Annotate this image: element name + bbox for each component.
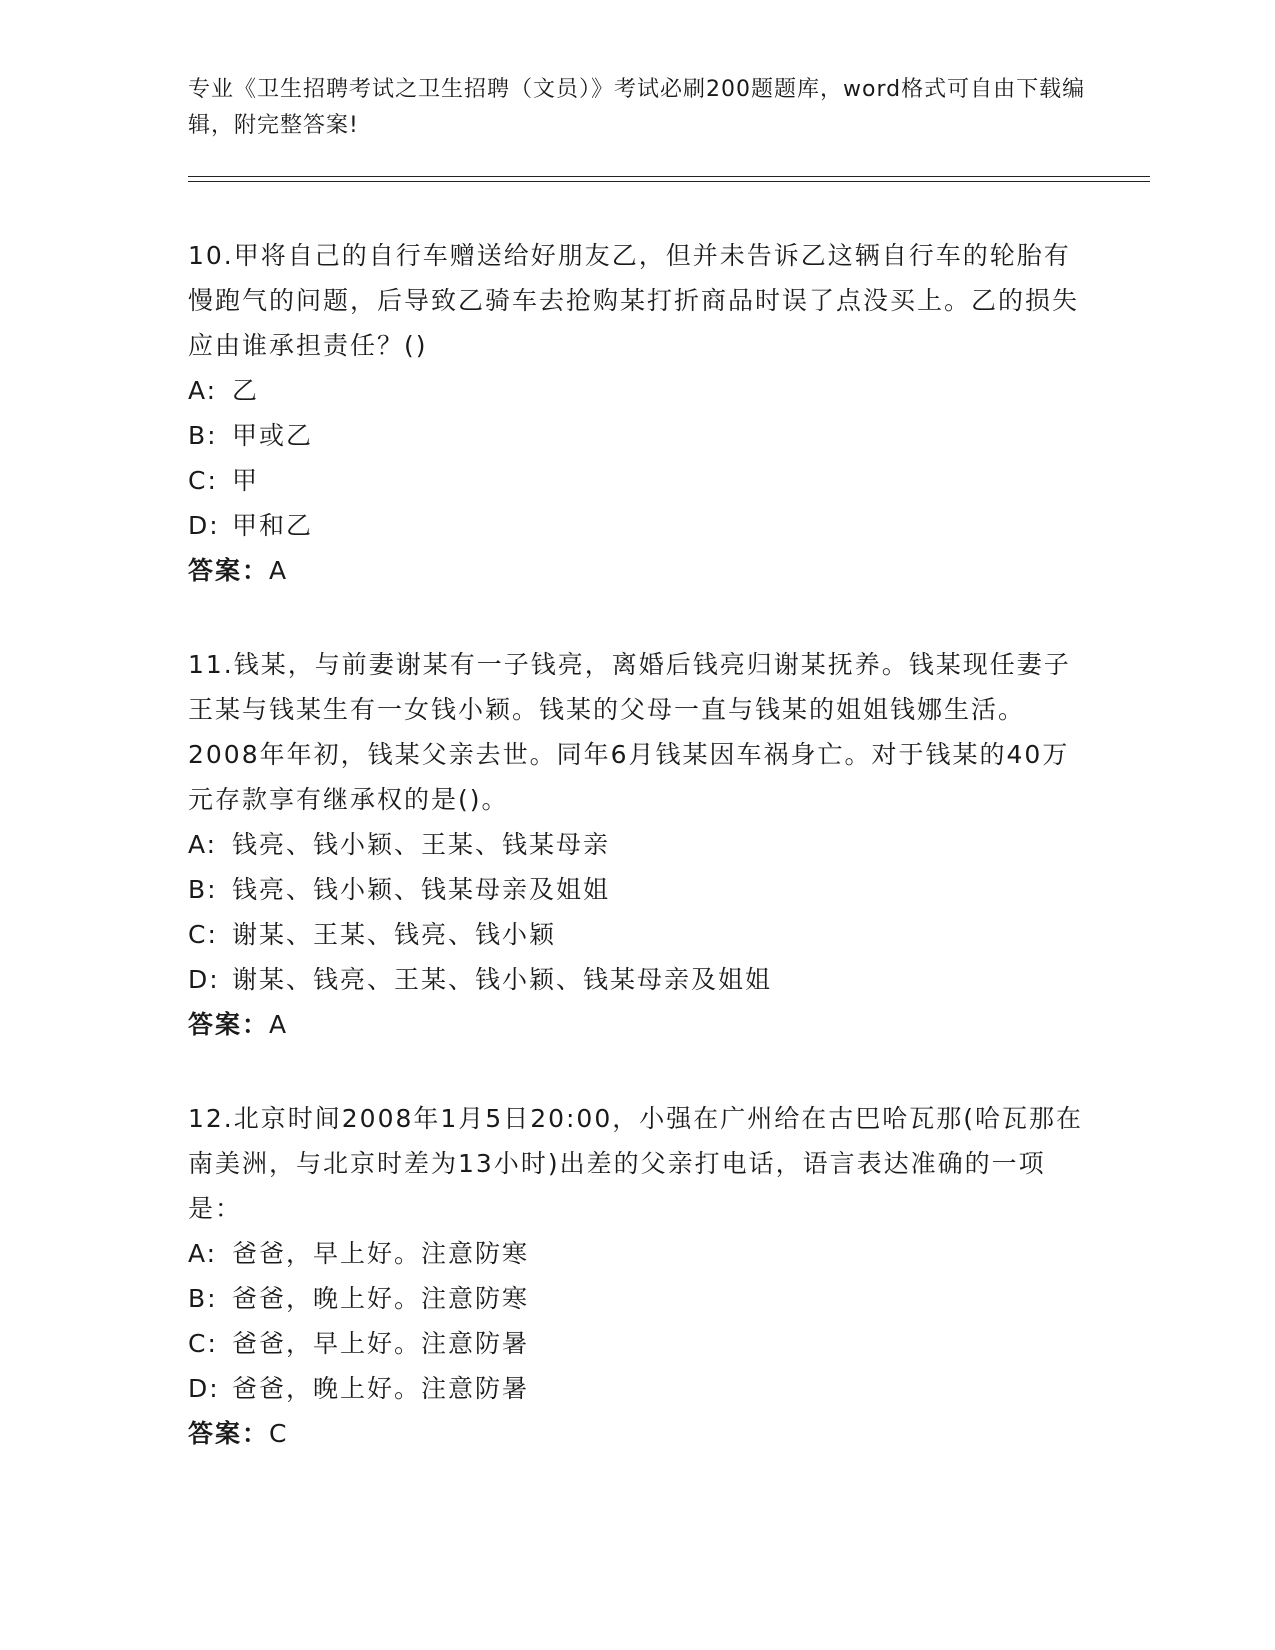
option-a xyxy=(188,1231,1088,1276)
option-c xyxy=(188,1321,1088,1366)
answer-label: 答案： xyxy=(188,1010,270,1039)
question-11 xyxy=(188,642,1088,1047)
option-key: A: xyxy=(188,1239,218,1268)
answer-line xyxy=(188,1411,1088,1456)
option-text: 甲或乙 xyxy=(232,421,314,450)
option-text: 钱亮、钱小颖、王某、钱某母亲 xyxy=(232,830,611,859)
answer-line xyxy=(188,1002,1088,1047)
option-b xyxy=(188,867,1088,912)
option-key: A: xyxy=(188,376,218,405)
option-text: 谢某、钱亮、王某、钱小颖、钱某母亲及姐姐 xyxy=(232,965,773,994)
option-c xyxy=(188,912,1088,957)
option-a xyxy=(188,822,1088,867)
option-key: D: xyxy=(188,511,220,540)
answer-label: 答案： xyxy=(188,1419,270,1448)
option-key: B: xyxy=(188,1284,218,1313)
header-divider-bottom xyxy=(188,181,1150,182)
option-b xyxy=(188,1276,1088,1321)
document-header: 专业《卫生招聘考试之卫生招聘（文员）》考试必刷200题题库，word格式可自由下载编辑，附完整答案! xyxy=(188,77,1086,138)
option-text: 爸爸，早上好。注意防暑 xyxy=(232,1329,530,1358)
option-key: C: xyxy=(188,1329,218,1358)
option-d xyxy=(188,1366,1088,1411)
header-divider-top xyxy=(188,176,1150,177)
answer-value: A xyxy=(269,1010,289,1039)
option-text: 甲和乙 xyxy=(232,511,314,540)
option-text: 爸爸，早上好。注意防寒 xyxy=(232,1239,530,1268)
option-key: C: xyxy=(188,466,218,495)
option-text: 钱亮、钱小颖、钱某母亲及姐姐 xyxy=(232,875,611,904)
option-key: B: xyxy=(188,421,218,450)
question-text: 11.钱某，与前妻谢某有一子钱亮，离婚后钱亮归谢某抚养。钱某现任妻子王某与钱某生有一女钱小颖。钱某的父母一直与钱某的姐姐钱娜生活。2008年年初，钱某父亲去世。同年6月钱某因车祸身亡。对于钱某的40万元存款享有继承权的是()。 xyxy=(188,650,1071,814)
option-c xyxy=(188,458,1088,503)
option-key: B: xyxy=(188,875,218,904)
question-text: 10.甲将自己的自行车赠送给好朋友乙，但并未告诉乙这辆自行车的轮胎有慢跑气的问题，后导致乙骑车去抢购某打折商品时误了点没买上。乙的损失应由谁承担责任？() xyxy=(188,241,1080,360)
question-12 xyxy=(188,1096,1088,1456)
question-10 xyxy=(188,233,1088,593)
option-d xyxy=(188,957,1088,1002)
answer-label: 答案： xyxy=(188,556,270,585)
answer-value: A xyxy=(269,556,289,585)
option-text: 谢某、王某、钱亮、钱小颖 xyxy=(232,920,557,949)
option-key: A: xyxy=(188,830,218,859)
option-key: D: xyxy=(188,1374,220,1403)
option-b xyxy=(188,413,1088,458)
option-key: C: xyxy=(188,920,218,949)
answer-line xyxy=(188,548,1088,593)
answer-value: C xyxy=(269,1419,289,1448)
option-text: 爸爸，晚上好。注意防暑 xyxy=(232,1374,530,1403)
option-key: D: xyxy=(188,965,220,994)
option-text: 乙 xyxy=(232,376,260,405)
option-d xyxy=(188,503,1088,548)
question-text: 12.北京时间2008年1月5日20:00，小强在广州给在古巴哈瓦那(哈瓦那在南美洲，与北京时差为13小时)出差的父亲打电话，语言表达准确的一项是： xyxy=(188,1104,1083,1223)
option-text: 甲 xyxy=(232,466,260,495)
option-a xyxy=(188,368,1088,413)
option-text: 爸爸，晚上好。注意防寒 xyxy=(232,1284,530,1313)
